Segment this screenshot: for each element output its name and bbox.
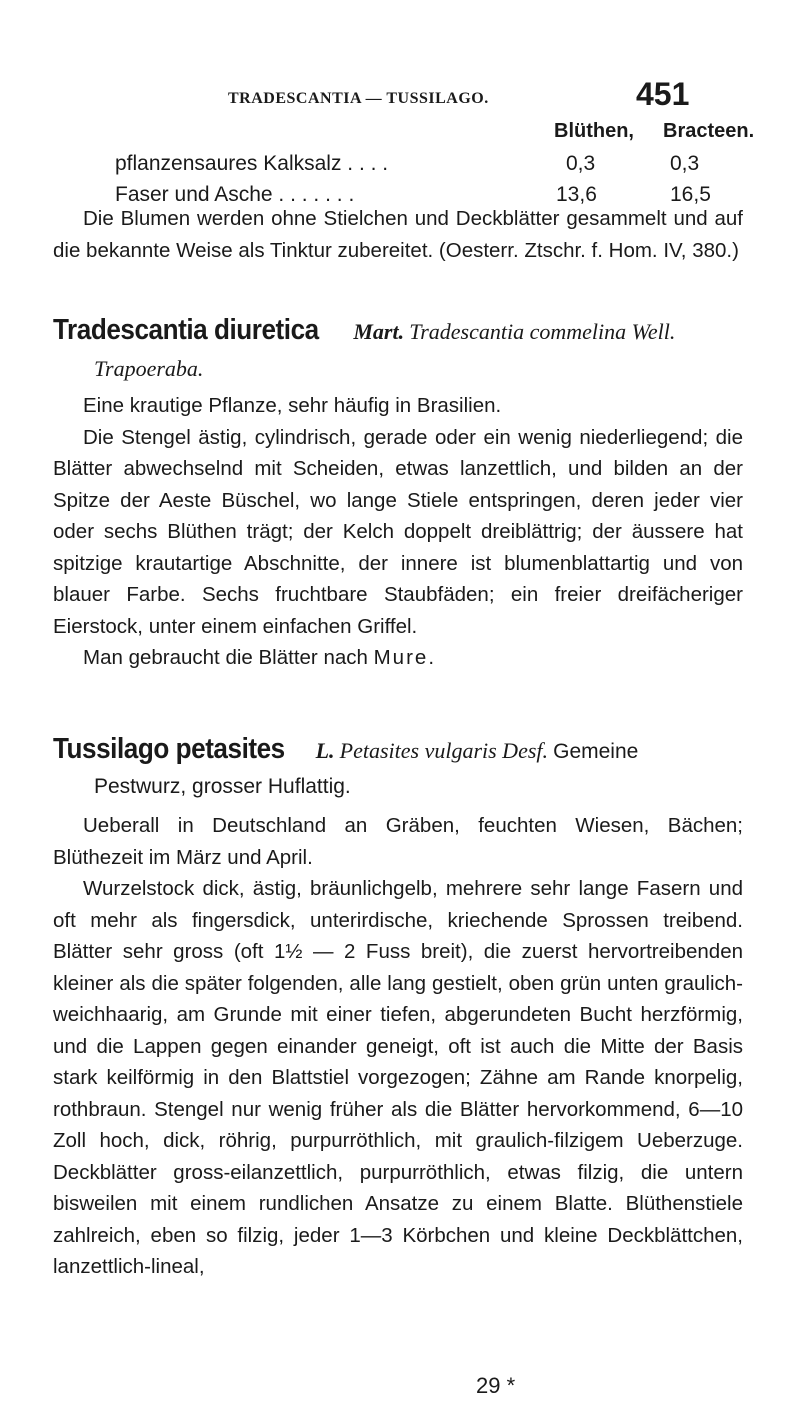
synonym: Tradescantia commelina Well. (409, 319, 676, 344)
table-row-label: pflanzensaures Kalksalz . . . . (115, 152, 389, 175)
running-head (0, 72, 800, 112)
intro-paragraph (53, 203, 743, 266)
entry-heading-tradescantia (53, 314, 753, 347)
table-header-bluethen: Blüthen, (554, 120, 634, 142)
table-cell: 16,5 (670, 183, 711, 206)
entry-body-tussilago (53, 810, 743, 1283)
running-head-title: TRADESCANTIA — TUSSILAGO. (228, 90, 489, 107)
entry-body-tradescantia (53, 390, 743, 674)
table-header-bracteen: Bracteen. (663, 120, 755, 142)
usage-paragraph (53, 642, 743, 674)
paragraph: Die Blumen werden ohne Stielchen und Deckblätter gesammelt und auf die bekannte Weise als Tinktur zubereitet. (Oesterr. Ztschr. f. Hom. IV, 380.) (53, 207, 743, 262)
paragraph: Wurzelstock dick, ästig, bräunlichgelb, mehrere sehr lange Fasern und oft mehr als fingersdick, unterirdische, kriechende Sprossen treibend. Blätter sehr gross (oft 1½ — 2 Fuss breit), die zuerst hervortreibenden kleiner als die später folgenden, alle lang gestielt, oben grün unten graulich-weichhaarig, am Grunde mit einer tiefen, abgerundeten Bucht herzförmig, und die Lappen gegen einander geneigt, oft ist auch die Mitte der Basis stark keilförmig in den Blattstiel vorgezogen; Zähne am Rande knorpelig, rothbraun. Stengel nur wenig früher als die Blätter hervorkommend, 6—10 Zoll hoch, dick, röhrig, purpurröthlich, mit graulich-filzigem Ueberzuge. Deckblätter gross-eilanzettlich, purpurröthlich, etwas filzig, die untern bisweilen mit einem rundlichen Ansatze zu einem Blatte. Blüthenstiele zahlreich, eben so filzig, jeder 1—3 Körbchen und kleine Deckblättchen, lanzettlich-lineal, (53, 877, 743, 1278)
page-number: 451 (636, 76, 690, 112)
synonym: Petasites vulgaris Desf. (339, 738, 549, 763)
usage-author: Mure. (373, 646, 437, 669)
entry-subline (94, 356, 203, 382)
genus-name: Tussilago petasites (53, 733, 285, 765)
entry-heading-tussilago (53, 733, 753, 766)
author-abbrev: L. (315, 738, 335, 763)
author-abbrev: Mart. (353, 319, 405, 344)
signature-mark: 29 * (476, 1373, 516, 1398)
paragraph: Ueberall in Deutschland an Gräben, feuchten Wiesen, Bächen; Blüthezeit im März und April. (53, 814, 743, 869)
paragraph: Eine krautige Pflanze, sehr häufig in Brasilien. (83, 394, 502, 417)
common-name: Gemeine (553, 740, 639, 763)
genus-name: Tradescantia diuretica (53, 314, 319, 346)
usage-text: Man gebraucht die Blätter nach (83, 646, 368, 669)
table-row (0, 152, 800, 182)
table-cell: 0,3 (566, 152, 596, 175)
vernacular-name: Trapoeraba. (94, 356, 204, 381)
paragraph: Die Stengel ästig, cylindrisch, gerade oder ein wenig niederliegend; die Blätter abwechselnd mit Scheiden, etwas lanzettlich, und bilden an der Spitze der Aeste Büschel, wo lange Stiele entspringen, deren jeder vier oder sechs Blüthen trägt; der Kelch doppelt dreiblättrig; der äussere hat spitzige krautartige Abschnitte, der innere ist blumenblattartig und von blauer Farbe. Sechs fruchtbare Staubfäden; ein freier dreifächeriger Eierstock, unter einem einfachen Griffel. (53, 425, 743, 638)
table-cell: 13,6 (556, 183, 597, 206)
table-cell: 0,3 (670, 152, 700, 175)
table-row-label: Faser und Asche . . . . . . . (115, 183, 355, 206)
entry-subline: Pestwurz, grosser Huflattig. (94, 775, 351, 798)
